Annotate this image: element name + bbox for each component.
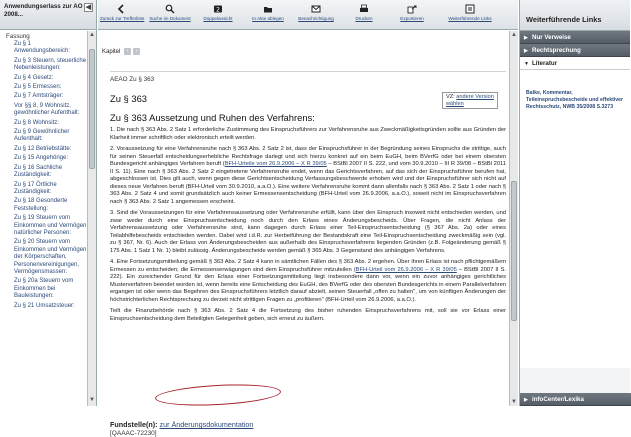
folder-icon [263, 4, 273, 14]
paragraph-4 [110, 259, 506, 304]
fundstelle-label: Fundstelle(n): [110, 420, 158, 429]
section-label: Nur Verweise [532, 34, 571, 41]
toc-item-section: Zu § 7 [14, 93, 32, 100]
aenderungsdokumentation-link[interactable]: zur Änderungsdokumentation [159, 420, 254, 429]
links-panel [519, 0, 630, 406]
toc-list [0, 31, 88, 406]
prev-chapter-icon[interactable]: ‹ [124, 48, 131, 55]
toc-item[interactable] [4, 198, 88, 213]
toolbar-button[interactable] [390, 2, 434, 29]
toc-item-section: Vor §§ 8, 9 [14, 102, 44, 109]
section-label: infoCenter/Lexika [532, 396, 584, 403]
toc-item[interactable] [4, 146, 88, 153]
version-link[interactable]: andere Version wählen [446, 94, 494, 107]
toolbar-button-label: Weiterführende Links [448, 16, 492, 21]
toolbar-button-label: Drucken [355, 16, 373, 21]
toolbar-button[interactable] [148, 2, 192, 29]
bfh-link-1[interactable]: BFH-Urteile vom 26.9.2006 – X R 39/05 [224, 161, 327, 167]
toc-item-section: Zu § 15 [14, 155, 35, 162]
toc-item-label: Anwendungsbereich: [14, 48, 71, 55]
toc-item-label: Steuern vom Einkommen und Vermögen der Körperschaften, Personenvereinigungen, Vermögensmassen: [14, 239, 87, 275]
toc-item-section: Zu § 21 [14, 302, 35, 309]
paragraph-5: Teilt die Finanzbehörde nach § 363 Abs. 2 Satz 4 die Fortsetzung des bisher ruhenden Einspruchsverfahrens mit, soll sie vor Erlass einer Einspruchsentscheidung dem Beteiligten Gelegenheit geben, sich erneut zu äußern. [110, 308, 506, 322]
toc-item-section: Zu § 17 [14, 181, 35, 188]
toc-item-label: Wohnsitz: [32, 119, 59, 126]
document-scroll-thumb[interactable] [511, 181, 517, 321]
split-view-icon [213, 4, 223, 14]
toc-item-label: Betriebstätte: [36, 145, 72, 152]
toolbar-button[interactable] [448, 2, 492, 29]
toolbar-button-label: Suche im Dokument [149, 16, 191, 21]
toc-item-section: Zu § 19 [14, 215, 35, 222]
toc-item-section: Zu § 12 [14, 145, 35, 152]
toc-item[interactable] [4, 75, 88, 82]
toc-item[interactable] [4, 93, 88, 100]
toc-item-label: Gesetz: [32, 74, 54, 81]
paragraph-2 [110, 146, 506, 206]
toc-item-label: Steuern vom Einkommen und Vermögen natürlicher Personen: [14, 215, 87, 236]
toc-item-label: Sachliche Zuständigkeit: [14, 164, 63, 179]
toc-item-section: Zu § 3 [14, 57, 32, 64]
links-icon [465, 4, 475, 14]
chevron-right-icon: ▶ [524, 48, 528, 54]
toc-item[interactable] [4, 129, 88, 144]
version-box [442, 92, 498, 109]
export-icon [407, 4, 417, 14]
toc-item[interactable] [4, 215, 88, 237]
back-arrow-icon [117, 4, 127, 14]
toc-item[interactable] [4, 182, 88, 197]
toc-item-section: Zu § 16 [14, 164, 35, 171]
chevron-right-icon: ▶ [524, 35, 528, 41]
printer-icon [359, 4, 369, 14]
paragraph-4-text-b: – BStBl 2007 II S. 222). Ein zureichender Grund für den Erlass einer Fortsetzungsmitteilung liegt insbesondere dann vor, wenn ein zuvor anhängiges gerichtliches Musterverfahren beendet worden ist, wenn bereits eine Entscheidung des EuGH, des BVerfG oder des obersten Bundesgerichts in einem Parallelverfahren ergangen ist oder wenn das Begehren des Einspruchsführers letztlich darauf abzielt, seinen Steuerfall „offen zu halten", um von künftigen Änderungen der höchstrichterlichen Rechtsprechung zu derzeit nicht strittigen Fragen zu „profitieren" (BFH-Urteil vom 26.9.2006, a.a.O.). [110, 266, 507, 303]
toc-item-label: Gewöhnlicher Aufenthalt: [14, 129, 70, 143]
toolbar-button-label: Exportieren [400, 16, 424, 21]
bell-icon [311, 4, 321, 14]
toc-item-section: Zu § 20 [14, 239, 35, 246]
fundstelle [110, 420, 253, 429]
toc-item-label: Wohnsitz, gewöhnlicher Aufenthalt: [14, 102, 80, 117]
toc-item[interactable] [4, 278, 88, 300]
collapse-icon[interactable]: ◀ [85, 4, 92, 11]
literature-list [520, 70, 630, 368]
paragraph-4-text-a: 4. Eine Fortsetzungsmitteilung gemäß § 363 Abs. 2 Satz 4 kann in sämtlichen Fällen des § 363 Abs. 2 ergehen. Über ihren Erlass ist nach pflichtgemäßem Ermessen zu entscheiden; die Ermessenserwägungen sind dem Einspruchsführer mitzuteilen ( [110, 259, 506, 273]
chevron-down-icon: ▼ [524, 61, 529, 67]
document-id: [QAAAC-72230] [110, 430, 157, 437]
section-nur-verweise[interactable] [520, 31, 630, 44]
toolbar-button[interactable] [100, 2, 144, 29]
section-label: Literatur [532, 60, 558, 67]
toc-item-section: Zu § 9 [14, 129, 32, 136]
section-rechtsprechung[interactable] [520, 44, 630, 57]
toc-item-section: Zu § 1 [14, 41, 32, 47]
document-scrollbar[interactable] [509, 31, 518, 406]
toc-item[interactable] [4, 303, 88, 310]
toc-title: Anwendungserlass zur AO 2008... [4, 3, 83, 18]
toc-item-label: Ermessen: [32, 84, 62, 91]
scroll-up-icon[interactable]: ▲ [511, 32, 517, 38]
toc-item-label: Steuern, steuerliche Nebenleistungen: [14, 57, 87, 72]
toc-header [0, 0, 96, 30]
toc-item-label: Gesonderte Feststellung: [14, 198, 68, 212]
document-toolbar [98, 0, 518, 30]
toc-item-label: Umsatzsteuer: [36, 302, 75, 309]
scroll-down-icon[interactable]: ▼ [89, 397, 95, 403]
toolbar-button-label: Doppelansicht [203, 16, 233, 21]
bfh-link-2[interactable]: BFH-Urteil vom 26.9.2006 – X R 39/05 [355, 266, 457, 273]
chevron-right-icon: ▶ [524, 397, 528, 403]
toolbar-button[interactable] [246, 2, 290, 29]
toc-item[interactable] [4, 58, 88, 73]
literature-link[interactable]: Balke, Kommentar, Teileinspruchsbescheide und effektiver Rechtsschutz, NWB 35/2008 S.3273 [526, 90, 624, 111]
section-literatur[interactable] [520, 57, 630, 70]
toc-scroll-thumb[interactable] [89, 49, 95, 169]
toc-item-section: Zu § 18 [14, 198, 35, 205]
toc-fassung-label: Fassung [6, 33, 30, 40]
toc-item[interactable] [4, 41, 88, 56]
toc-item-label: Steuern vom Einkommen bei Bauleistungen: [14, 278, 74, 300]
document-body [110, 71, 507, 437]
toc-item-section: Zu § 5 [14, 84, 32, 91]
toc-item[interactable] [4, 120, 88, 127]
toc-item[interactable] [4, 84, 88, 91]
toolbar-button[interactable] [342, 2, 386, 29]
kapitel-label: Kapitel [102, 49, 121, 56]
paragraph-2-text-b: – BStBl 2007 II S. 222, und vom 30.9.2010 – III R 39/08 – BStBl 2011 II S. 11). Eine nach § 363 Abs. 2 Satz 2 eingetretene Verfahrensruhe endet, wenn das Gerichtsverfahren, auf das sich der Einspruchsführer berufen hat, abgeschlossen ist. Dies gilt auch, wenn gegen diese Gerichtsentscheidung Verfassungsbeschwerde erhoben wird und der Einspruchsführer sich nicht auf dieses neue Verfahren beruft (BFH-Urteil vom 30.9.2010, a.a.O.). Eine weitere Verfahrensruhe kommt dann allenfalls nach § 363 Abs. 2 Satz 1 oder nach § 363 Abs. 2 Satz 4 und somit grundsätzlich auch keiner Ermessensentscheidung (BFH-Urteil vom 26.9.2006, a.a.O.), soweit nicht im Einspruchsverfahren nach § 363 Abs. 2 Satz 1 angemessen erscheint. [110, 161, 506, 205]
paragraph-1: 1. Die nach § 363 Abs. 2 Satz 1 erforderliche Zustimmung des Einspruchsführers zur Verfahrensruhe aus Zweckmäßigkeitsgründen sollte aus Gründen der Klarheit immer schriftlich oder elektronisch erteilt werden. [110, 127, 506, 141]
paragraph-3: 3. Sind die Voraussetzungen für eine Verfahrensaussetzung oder Verfahrensruhe erfüllt, kann über den Einspruch insoweit nicht entschieden werden, und zwar weder durch eine Einspruchsentscheidung noch durch den Erlass eines Änderungsbescheids. Über Fragen, die nicht Anlass der Verfahrensaussetzung oder Verfahrensruhe sind, kann dagegen durch Erlass einer Teil-Einspruchsentscheidung (§ 367 Abs. 2a) oder eines Teilabhilfebescheids entschieden werden. Dabei wird i.d.R. zur Herbeiführung der Bestandskraft eine Teil-Einspruchsentscheidung zweckmäßig sein (vgl. zu § 367, Nr. 6). Auch der Erlass von Änderungsbescheiden aus außerhalb des Einspruchsverfahrens liegenden Gründen (z.B. Folgeänderung gemäß § 175 Abs. 1 Satz 1 Nr. 1) bleibt zulässig. Änderungsbescheide werden gemäß § 365 Abs. 3 Gegenstand des anhängigen Verfahrens. [110, 210, 506, 254]
section-infocenter[interactable] [520, 393, 631, 406]
toc-item[interactable] [4, 165, 88, 180]
toc-item-section: Zu § 4 [14, 74, 32, 81]
paragraph-2-text-a: 2. Voraussetzung für eine Verfahrensruhe nach § 363 Abs. 2 Satz 2 ist, dass der Einspruchsführer in der Begründung seines Einspruchs die strittige, auch für seinen Steuerfall entscheidungserhebliche Rechtsfrage darlegt und sich hierzu konkret auf ein beim EuGH, beim BVerfG oder bei einem obersten Bundesgericht anhängiges Verfahren beruft ( [110, 146, 506, 167]
toc-item-section: Zu § 20a [14, 278, 38, 285]
toolbar-button[interactable] [294, 2, 338, 29]
page-title: Zu § 363 [110, 93, 148, 104]
kapitel-nav [102, 48, 140, 55]
toc-item[interactable] [4, 239, 88, 276]
doc-subtitle: Zu § 363 Aussetzung und Ruhen des Verfahrens: [110, 112, 315, 123]
toc-scrollbar[interactable] [87, 31, 96, 406]
toc-item-label: Amtsträger: [32, 93, 64, 100]
next-chapter-icon[interactable]: › [133, 48, 140, 55]
toolbar-button-label: Benachrichtigung [298, 16, 334, 21]
search-icon [165, 4, 175, 14]
toc-item-label: Örtliche Zuständigkeit: [14, 181, 57, 195]
toc-item-label: Angehörige: [35, 155, 69, 162]
svg-text:2: 2 [216, 6, 220, 14]
links-panel-title: Weiterführende Links [520, 0, 630, 31]
toolbar-button-label: Zurück zur Trefferliste [100, 16, 145, 21]
toolbar-button[interactable] [196, 2, 240, 29]
toolbar-button-label: In Akte ablegen [252, 16, 284, 21]
document-view [98, 31, 518, 437]
version-prefix: VZ: [446, 94, 455, 100]
section-label: Rechtsprechung [532, 47, 581, 54]
scroll-down-icon[interactable]: ▼ [511, 399, 517, 405]
toc-panel [0, 0, 97, 406]
doc-reference: AEAO Zu § 363 [110, 76, 155, 83]
toc-item-section: Zu § 8 [14, 119, 32, 126]
toc-item[interactable] [4, 155, 88, 162]
toc-item[interactable] [4, 103, 88, 118]
scroll-up-icon[interactable]: ▲ [89, 32, 95, 38]
